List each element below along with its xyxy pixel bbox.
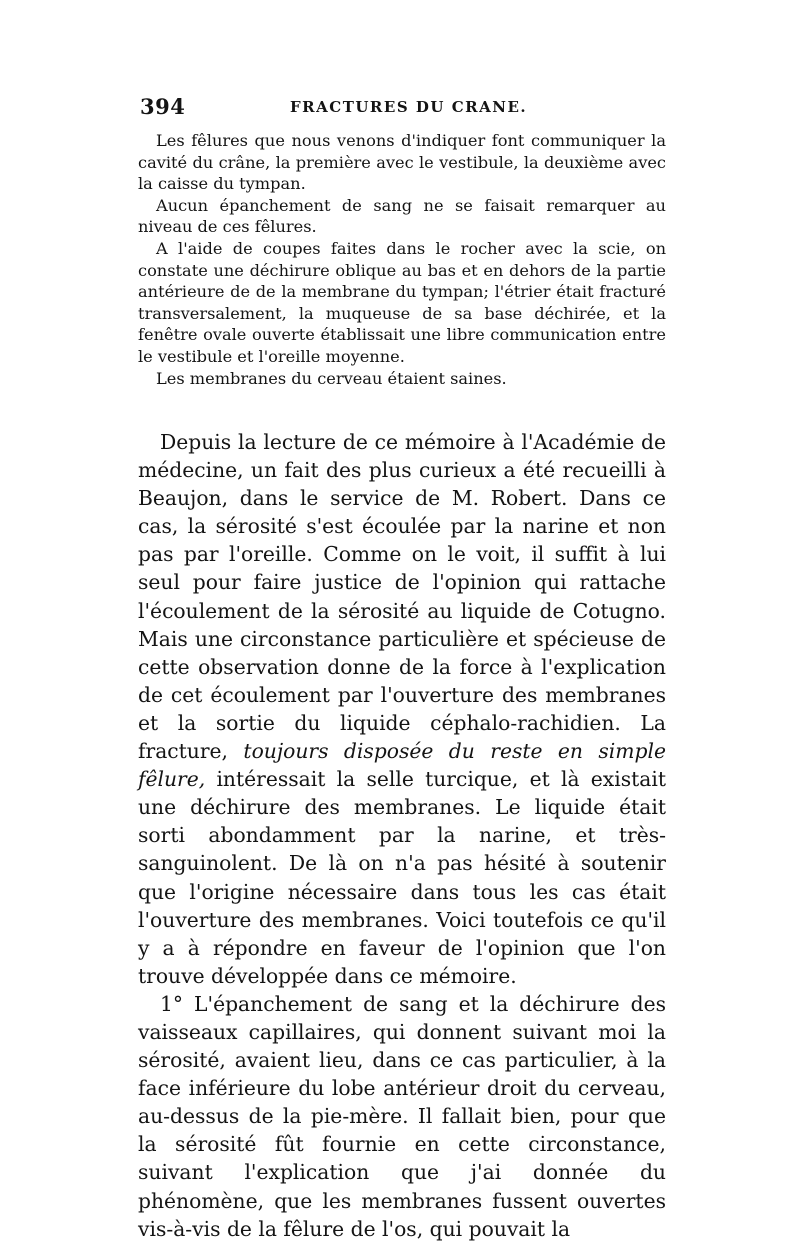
discussion-text-run: intéressait la selle turcique, et là existait une déchirure des membranes. Le liquide était sorti abondamment par la narine, et très-sanguinolent. De là on n'a pas hésité à soutenir que l'origine nécessaire dans tous les cas était l'ouverture des membranes. Voici toutefois ce qu'il y a à répondre en faveur de l'opinion que l'on trouve développée dans ce mémoire. — [138, 767, 666, 988]
page-header — [140, 94, 668, 124]
observation-paragraph: Aucun épanchement de sang ne se faisait remarquer au niveau de ces fêlures. — [138, 195, 666, 237]
italic-phrase: toujours disposée du reste en simple fêlure, — [138, 739, 666, 792]
observation-paragraph: Les fêlures que nous venons d'indiquer font communiquer la cavité du crâne, la première avec le vestibule, la deuxième avec la caisse du tympan. — [138, 131, 666, 194]
discussion-paragraph — [138, 428, 666, 990]
discussion-paragraph: 1° L'épanchement de sang et la déchirure des vaisseaux capillaires, qui donnent suivant moi la sérosité, avaient lieu, dans ce cas particulier, à la face inférieure du lobe antérieur droit du cerveau, au-dessus de la pie-mère. Il fallait bien, pour que la sérosité fût fournie en cette circonstance, suivant l'explication que j'ai donnée du phénomène, que les membranes fussent ouvertes vis-à-vis de la fêlure de l'os, qui pouvait la — [138, 991, 666, 1241]
observation-paragraph: A l'aide de coupes faites dans le rocher avec la scie, on constate une déchirure oblique au bas et en dehors de la partie antérieure de de la membrane du tympan; l'étrier était fracturé transversalement, la muqueuse de sa base déchirée, et la fenêtre ovale ouverte établissait une libre communication entre le vestibule et l'oreille moyenne. — [138, 238, 666, 366]
running-title: FRACTURES DU CRANE. — [290, 98, 528, 116]
discussion-text — [138, 428, 666, 1243]
observation-paragraph: Les membranes du cerveau étaient saines. — [156, 368, 507, 388]
discussion-text-run: Depuis la lecture de ce mémoire à l'Académie de médecine, un fait des plus curieux a été recueilli à Beaujon, dans le service de M. Robert. Dans ce cas, la sérosité s'est écoulée par la narine et non pas par l'oreille. Comme on le voit, il suffit à lui seul pour faire justice de l'opinion qui rattache l'écoulement de la sérosité au liquide de Cotugno. Mais une circonstance particulière et spécieuse de cette observation donne de la force à l'explication de cet écoulement par l'ouverture des membranes et la sortie du liquide céphalo-rachidien. La fracture, — [138, 430, 666, 764]
observation-text — [138, 130, 666, 389]
page-number: 394 — [140, 94, 186, 119]
